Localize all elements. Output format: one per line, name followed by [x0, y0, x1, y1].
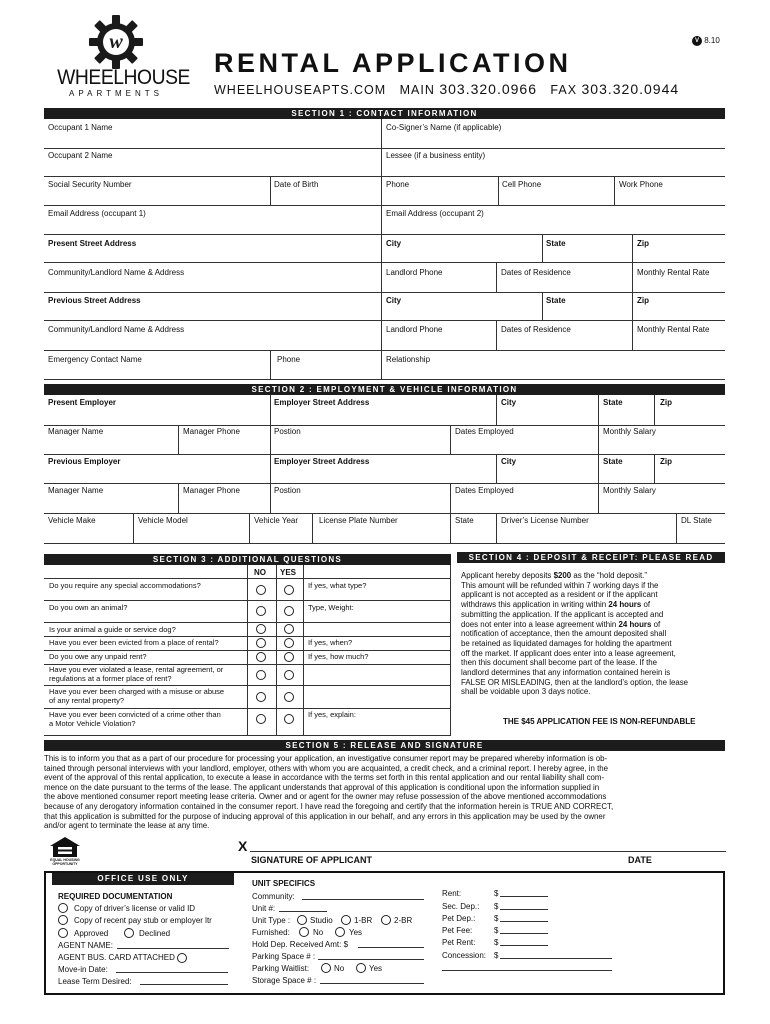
dl-state-field[interactable]: DL State	[681, 516, 712, 525]
signature-x: X	[238, 838, 248, 854]
violated-no-radio[interactable]	[256, 670, 266, 680]
lease-term-label: Lease Term Desired:	[58, 977, 132, 986]
concession-label: Concession:	[442, 951, 487, 960]
unpaid-no-radio[interactable]	[256, 652, 266, 662]
email2-field[interactable]: Email Address (occupant 2)	[386, 209, 484, 218]
violated-yes-radio[interactable]	[284, 670, 294, 680]
rent-label: Rent:	[442, 889, 462, 898]
q-convicted-explain[interactable]: If yes, explain:	[308, 710, 356, 719]
dates-employed-field[interactable]: Dates Employed	[455, 427, 514, 436]
approved-radio[interactable]	[58, 928, 68, 938]
employer-state-field[interactable]: State	[603, 398, 623, 407]
prev-community-field[interactable]: Community/Landlord Name & Address	[48, 325, 185, 334]
monthly-rent-field[interactable]: Monthly Rental Rate	[637, 268, 710, 277]
required-documentation: REQUIRED DOCUMENTATION	[58, 892, 173, 901]
prev-manager-name-field[interactable]: Manager Name	[48, 486, 104, 495]
q-evicted-when[interactable]: If yes, when?	[308, 638, 353, 647]
vehicle-state-field[interactable]: State	[455, 516, 474, 525]
unit-number-label: Unit #:	[252, 904, 276, 913]
date-label: DATE	[628, 855, 652, 865]
convicted-yes-radio[interactable]	[284, 714, 294, 724]
convicted-no-radio[interactable]	[256, 714, 266, 724]
website: WHEELHOUSEAPTS.COM	[214, 83, 387, 97]
furnished-no-label: No	[313, 928, 324, 937]
parking-waitlist-label: Parking Waitlist:	[252, 964, 310, 973]
unpaid-yes-radio[interactable]	[284, 652, 294, 662]
emergency-phone-field[interactable]: Phone	[277, 355, 301, 364]
q-service-dog: Is your animal a guide or service dog?	[49, 625, 176, 634]
yes-column-header: YES	[280, 568, 297, 577]
signature-label: SIGNATURE OF APPLICANT	[251, 855, 372, 865]
manager-phone-field[interactable]: Manager Phone	[183, 427, 240, 436]
unit-specifics-title: UNIT SPECIFICS	[252, 879, 316, 888]
present-employer-field[interactable]: Present Employer	[48, 398, 117, 407]
position-field[interactable]: Postion	[274, 427, 301, 436]
pet-rent-label: Pet Rent:	[442, 938, 476, 947]
signature-line[interactable]	[250, 851, 726, 852]
section3-header: SECTION 3 : ADDITIONAL QUESTIONS	[44, 554, 451, 565]
landlord-phone-field[interactable]: Landlord Phone	[386, 268, 443, 277]
version-label: V 8.10	[692, 36, 720, 46]
animal-no-radio[interactable]	[256, 606, 266, 616]
dob-field[interactable]: Date of Birth	[274, 180, 319, 189]
2br-label: 2-BR	[394, 916, 413, 925]
svg-text:w: w	[109, 31, 123, 53]
present-zip-field[interactable]: Zip	[637, 239, 649, 248]
vehicle-model-field[interactable]: Vehicle Model	[138, 516, 188, 525]
move-in-line[interactable]	[116, 972, 228, 973]
evicted-yes-radio[interactable]	[284, 638, 294, 648]
lease-term-line[interactable]	[140, 984, 228, 985]
prev-employer-street-field[interactable]: Employer Street Address	[274, 457, 370, 466]
studio-radio[interactable]	[297, 915, 307, 925]
pet-fee-label: Pet Fee:	[442, 926, 473, 935]
hold-deposit-line[interactable]	[358, 947, 424, 948]
employer-street-field[interactable]: Employer Street Address	[274, 398, 370, 407]
brand-sub: APARTMENTS	[69, 89, 163, 98]
sec-dep-label: Sec. Dep.:	[442, 902, 480, 911]
prev-manager-phone-field[interactable]: Manager Phone	[183, 486, 240, 495]
sec-dep-line[interactable]	[500, 909, 548, 910]
animal-yes-radio[interactable]	[284, 606, 294, 616]
declined-radio[interactable]	[124, 928, 134, 938]
copy-paystub-label: Copy of recent pay stub or employer ltr	[74, 916, 212, 925]
approved-label: Approved	[74, 929, 109, 938]
evicted-no-radio[interactable]	[256, 638, 266, 648]
furnished-no-radio[interactable]	[299, 927, 309, 937]
storage-label: Storage Space # :	[252, 976, 317, 985]
main-phone: 303.320.0966	[439, 81, 537, 97]
occupant1-field[interactable]: Occupant 1 Name	[48, 123, 113, 132]
copy-license-checkbox[interactable]	[58, 903, 68, 913]
dates-residence-field[interactable]: Dates of Residence	[501, 268, 571, 277]
q-misuse: Have you ever been charged with a misuse or abuse of any rental property?	[49, 687, 225, 705]
q-animal: Do you own an animal?	[49, 603, 128, 612]
accommodations-no-radio[interactable]	[256, 585, 266, 595]
present-state-field[interactable]: State	[546, 239, 566, 248]
present-street-field[interactable]: Present Street Address	[48, 239, 137, 248]
emergency-contact-field[interactable]: Emergency Contact Name	[48, 355, 142, 364]
vehicle-make-field[interactable]: Vehicle Make	[48, 516, 96, 525]
license-plate-field[interactable]: License Plate Number	[319, 516, 398, 525]
release-text: This is to inform you that as a part of our procedure for processing your application, an investigative consumer report may be prepared whereby information is ob- tained through personal interviews with your landlord, employer, others with whom you are acquainted, a credit check, and a criminal report. I hereby agree, in the event of the approval of this rental application, to execute a lease in accordance with the terms set forth in this rental application and our rental liability shall com- mence on the date pursuant to the terms of the lease. The applicant understands that approval of this application is conditional upon the information supplied in the above mentioned consumer report meeting lease criteria. Owner and or agent for the owner may refuse possession of the above mentioned accommodations because of any derogatory information contained in the consumer report. I have read the foregoing and certify that the information herein is TRUE AND CORRECT, that this application is submitted for the purpose of inducing approval of this application in our behalf, and any errors in this application may be used by the owner and/or agent to terminate the lease at any time.	[44, 754, 614, 831]
copy-paystub-checkbox[interactable]	[58, 915, 68, 925]
fax-phone: 303.320.0944	[581, 81, 680, 97]
q-evicted: Have you ever been evicted from a place of rental?	[49, 638, 219, 647]
previous-street-field[interactable]: Previous Street Address	[48, 296, 141, 305]
parking-line[interactable]	[318, 959, 424, 960]
section4-header: SECTION 4 : DEPOSIT & RECEIPT: PLEASE READ	[457, 552, 725, 563]
furnished-label: Furnished:	[252, 928, 290, 937]
declined-label: Declined	[139, 929, 171, 938]
office-use-header: OFFICE USE ONLY	[52, 873, 234, 885]
email1-field[interactable]: Email Address (occupant 1)	[48, 209, 146, 218]
pet-fee-line[interactable]	[500, 933, 548, 934]
community-label: Community:	[252, 892, 295, 901]
cell-phone-field[interactable]: Cell Phone	[502, 180, 542, 189]
1br-radio[interactable]	[341, 915, 351, 925]
copy-license-label: Copy of driver’s license or valid ID	[74, 904, 196, 913]
concession-line[interactable]	[500, 958, 612, 959]
section1-header: SECTION 1 : CONTACT INFORMATION	[44, 108, 725, 119]
prev-landlord-phone-field[interactable]: Landlord Phone	[386, 325, 443, 334]
agent-name-label: AGENT NAME:	[58, 941, 113, 950]
accommodations-yes-radio[interactable]	[284, 585, 294, 595]
no-column-header: NO	[254, 568, 266, 577]
previous-state-field[interactable]: State	[546, 296, 566, 305]
prev-dates-employed-field[interactable]: Dates Employed	[455, 486, 514, 495]
misuse-no-radio[interactable]	[256, 692, 266, 702]
1br-label: 1-BR	[354, 916, 373, 925]
move-in-label: Move-in Date:	[58, 965, 108, 974]
section2-header: SECTION 2 : EMPLOYMENT & VEHICLE INFORMATION	[44, 384, 725, 395]
equal-housing-logo: EQUAL HOUSING OPPORTUNITY	[48, 836, 82, 866]
misuse-yes-radio[interactable]	[284, 692, 294, 702]
hold-deposit-label: Hold Dep. Received Amt: $	[252, 940, 349, 949]
pet-rent-line[interactable]	[500, 945, 548, 946]
furnished-yes-radio[interactable]	[335, 927, 345, 937]
parking-waitlist-yes-label: Yes	[369, 964, 383, 973]
prev-employer-state-field[interactable]: State	[603, 457, 623, 466]
brand-name: WHEELHOUSE	[57, 66, 190, 89]
equal-housing-icon	[48, 836, 82, 858]
page-title: RENTAL APPLICATION	[214, 48, 572, 78]
pet-dep-line[interactable]	[500, 921, 548, 922]
pet-dep-label: Pet Dep.:	[442, 914, 476, 923]
parking-waitlist-yes-radio[interactable]	[356, 963, 366, 973]
work-phone-field[interactable]: Work Phone	[619, 180, 663, 189]
agent-card-checkbox[interactable]	[177, 953, 187, 963]
unit-type-label: Unit Type :	[252, 916, 291, 925]
contact-line: WHEELHOUSEAPTS.COM MAIN 303.320.0966 FAX 303.320.0944	[214, 81, 680, 97]
employer-zip-field[interactable]: Zip	[660, 398, 672, 407]
logo	[52, 14, 190, 98]
monthly-salary-field[interactable]: Monthly Salary	[603, 427, 656, 436]
ssn-field[interactable]: Social Security Number	[48, 180, 132, 189]
community-field[interactable]: Community/Landlord Name & Address	[48, 268, 185, 277]
drivers-license-field[interactable]: Driver’s License Number	[501, 516, 589, 525]
service-dog-yes-radio[interactable]	[284, 624, 294, 634]
cosigner-field[interactable]: Co-Signer’s Name (if applicable)	[386, 123, 502, 132]
q-unpaid-rent: Do you owe any unpaid rent?	[49, 652, 147, 661]
prev-monthly-salary-field[interactable]: Monthly Salary	[603, 486, 656, 495]
deposit-text: Applicant hereby deposits $200 as the “hold deposit.” This amount will be refunded within 7 working days if the applicant is not accepted as a resident or if the applicant withdraws this application in writing within 24 hours of submitting the application. If the applicant is accepted and does not enter into a lease agreement within 24 hours of notification of acceptance, then the amount deposited shall be retained as liquidated damages for holding the apartment off the market. If applicant does enter into a lease agreement, then this document shall become part of the lease. If the landlord determines that any information contained herein is FALSE OR MISLEADING, then at the landlord’s option, the lease shall be voidable upon 3 days notice.	[461, 571, 689, 697]
present-city-field[interactable]: City	[386, 239, 402, 248]
relationship-field[interactable]: Relationship	[386, 355, 431, 364]
concession-line-2[interactable]	[442, 970, 612, 971]
parking-label: Parking Space # :	[252, 952, 316, 961]
parking-waitlist-no-label: No	[334, 964, 345, 973]
prev-monthly-rent-field[interactable]: Monthly Rental Rate	[637, 325, 710, 334]
service-dog-no-radio[interactable]	[256, 624, 266, 634]
q-convicted: Have you ever been convicted of a crime other than a Motor Vehicle Violation?	[49, 710, 221, 728]
application-fee-notice: THE $45 APPLICATION FEE IS NON-REFUNDABLE	[503, 717, 696, 726]
q-animal-type[interactable]: Type, Weight:	[308, 603, 354, 612]
section5-header: SECTION 5 : RELEASE AND SIGNATURE	[44, 740, 725, 751]
version-badge: V	[692, 36, 702, 46]
previous-employer-field[interactable]: Previous Employer	[48, 457, 121, 466]
q-violated-lease: Have you ever violated a lease, rental agreement, or regulations at a former place of rent?	[49, 665, 224, 683]
rent-line[interactable]	[500, 896, 548, 897]
2br-radio[interactable]	[381, 915, 391, 925]
occupant2-field[interactable]: Occupant 2 Name	[48, 151, 113, 160]
employer-city-field[interactable]: City	[501, 398, 517, 407]
vehicle-year-field[interactable]: Vehicle Year	[254, 516, 299, 525]
lessee-field[interactable]: Lessee (if a business entity)	[386, 151, 486, 160]
studio-label: Studio	[310, 916, 333, 925]
parking-waitlist-no-radio[interactable]	[321, 963, 331, 973]
community-line[interactable]	[302, 899, 424, 900]
gear-logo-icon	[52, 14, 180, 70]
q-unpaid-amount[interactable]: If yes, how much?	[308, 652, 369, 661]
previous-city-field[interactable]: City	[386, 296, 402, 305]
previous-zip-field[interactable]: Zip	[637, 296, 649, 305]
prev-position-field[interactable]: Postion	[274, 486, 301, 495]
prev-employer-city-field[interactable]: City	[501, 457, 517, 466]
q-accommodations: Do you require any special accommodations?	[49, 581, 201, 590]
q-accommodations-type[interactable]: If yes, what type?	[308, 581, 367, 590]
prev-dates-residence-field[interactable]: Dates of Residence	[501, 325, 571, 334]
unit-number-line[interactable]	[279, 911, 327, 912]
manager-name-field[interactable]: Manager Name	[48, 427, 104, 436]
phone-field[interactable]: Phone	[386, 180, 410, 189]
furnished-yes-label: Yes	[349, 928, 363, 937]
prev-employer-zip-field[interactable]: Zip	[660, 457, 672, 466]
agent-name-line[interactable]	[117, 948, 229, 949]
storage-line[interactable]	[320, 983, 424, 984]
agent-card-label: AGENT BUS. CARD ATTACHED	[58, 953, 175, 962]
